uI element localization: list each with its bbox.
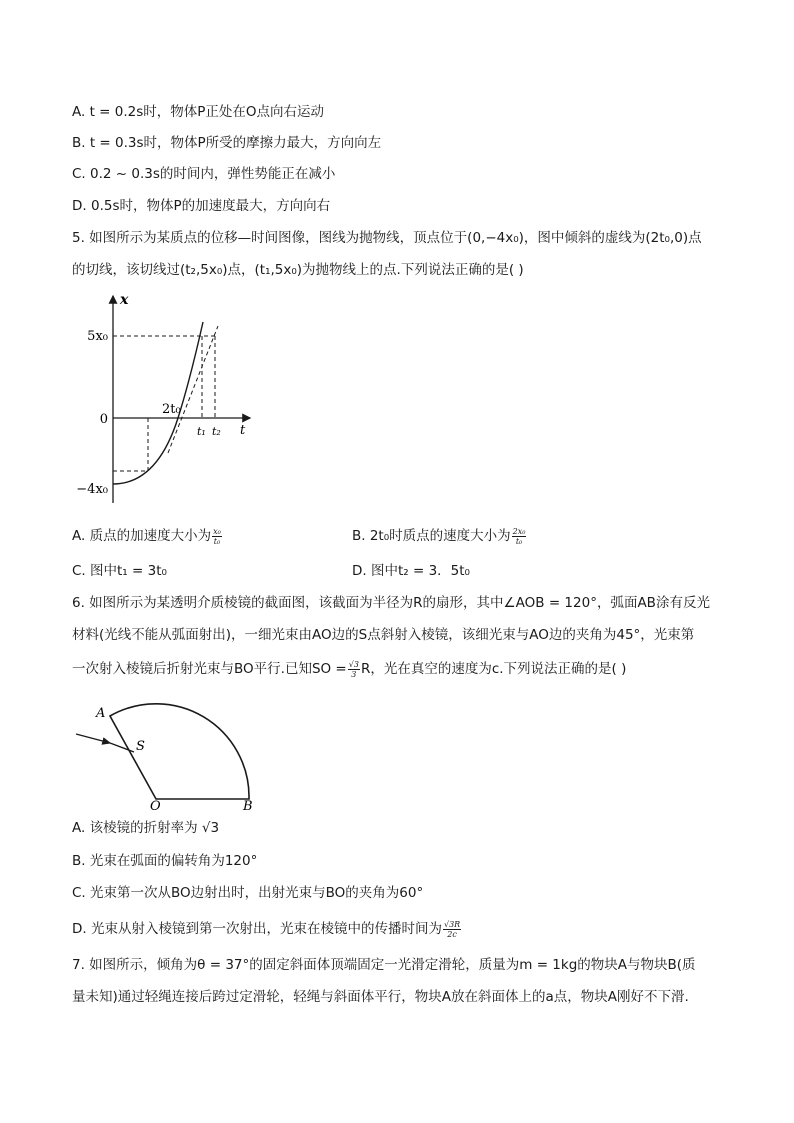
label-O: O — [150, 799, 161, 810]
label-neg4x0: −4x₀ — [76, 482, 108, 497]
prev-option-b: B. t = 0.3s时，物体P所受的摩擦力最大，方向向左 — [72, 135, 382, 151]
q7-stem-line2: 量未知)通过轻绳连接后跨过定滑轮，轻绳与斜面体平行，物块A放在斜面体上的a点，物块A刚好不下滑. — [72, 989, 689, 1005]
incident-ray — [76, 734, 110, 743]
q5-option-b: B. 2t₀时质点的速度大小为 $\frac{\text{2x₀}}{\text{t₀}}$ — [352, 526, 526, 546]
label-t1: t₁ — [197, 425, 206, 438]
prev-option-d: D. 0.5s时，物体P的加速度最大，方向向右 — [72, 198, 331, 214]
q5-stem-line2: 的切线，该切线过(t₂,5x₀)点，(t₁,5x₀)为抛物线上的点.下列说法正确的是( ) — [72, 262, 524, 278]
q7-stem-line1: 7. 如图所示，倾角为θ = 37°的固定斜面体顶端固定一光滑定滑轮，质量为m = 1kg的物块A与物块B(质 — [72, 957, 696, 973]
y-axis-label: x — [120, 292, 129, 308]
label-2t0: 2t₀ — [162, 402, 181, 417]
parabola-curve — [113, 322, 203, 484]
q6-stem-line3: 一次射入棱镜后折射光束与BO平行.已知SO = $\frac{√3}{3}$ R，光在真空的速度为c.下列说法正确的是( ) — [72, 659, 627, 679]
q5-graph — [72, 288, 272, 510]
q6-stem-line1: 6. 如图所示为某透明介质棱镜的截面图，该截面为半径为R的扇形，其中∠AOB = 120°，弧面AB涂有反光 — [72, 595, 710, 611]
q5-stem-line1: 5. 如图所示为某质点的位移—时间图像，图线为抛物线，顶点位于(0,−4x₀)，图中倾斜的虚线为(2t₀,0)点 — [72, 230, 702, 246]
prev-option-a: A. t = 0.2s时，物体P正处在O点向右运动 — [72, 104, 325, 120]
q5-option-a: A. 质点的加速度大小为 $\frac{\text{x₀}}{\text{t₀}}$ — [72, 526, 221, 546]
q6-prism-figure — [72, 694, 272, 810]
q6-option-b: B. 光束在弧面的偏转角为120° — [72, 853, 258, 869]
prev-option-c: C. 0.2 ~ 0.3s的时间内，弹性势能正在减小 — [72, 166, 336, 182]
label-B: B — [243, 799, 253, 810]
x-axis-label: t — [240, 423, 246, 438]
label-t2: t₂ — [212, 425, 221, 438]
tangent-dashed-line — [168, 326, 218, 453]
q6-option-a: A. 该棱镜的折射率为 √3 — [72, 820, 220, 836]
q6-option-d: D. 光束从射入棱镜到第一次射出，光束在棱镜中的传播时间为 $\frac{√3R}{2c}$ — [72, 919, 461, 939]
q6-option-c: C. 光束第一次从BO边射出时，出射光束与BO的夹角为60° — [72, 885, 424, 901]
label-A: A — [96, 706, 106, 721]
label-origin: 0 — [99, 412, 108, 427]
q5-option-c: C. 图中t₁ = 3t₀ — [72, 563, 167, 579]
q6-stem-line2: 材料(光线不能从弧面射出)，一细光束由AO边的S点斜射入棱镜，该细光束与AO边的夹角为45°，光束第 — [72, 627, 695, 643]
q5-option-d: D. 图中t₂ = 3．5t₀ — [352, 563, 470, 579]
label-5x0: 5x₀ — [87, 329, 108, 344]
label-S: S — [136, 739, 145, 754]
